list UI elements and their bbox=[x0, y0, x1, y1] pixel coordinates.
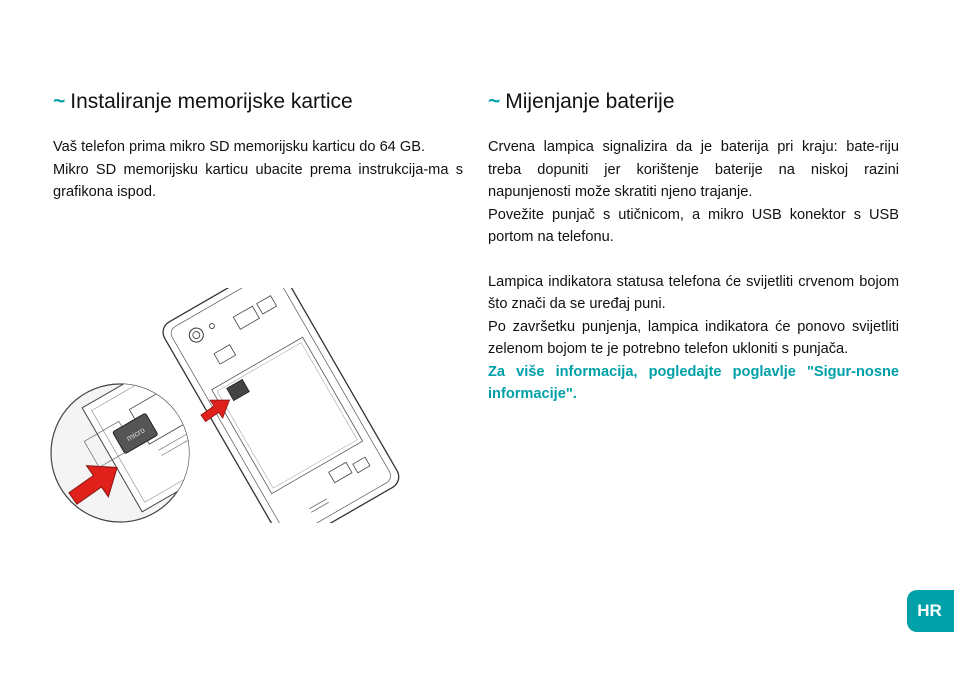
heading-tilde: ~ bbox=[53, 90, 66, 113]
install-memory-card-text bbox=[53, 136, 463, 204]
paragraph: Crvena lampica signalizira da je baterija pri kraju: bate-riju treba dopuniti jer korištenje baterije na niskoj razini napunjenosti može skratiti njeno trajanje. bbox=[488, 139, 899, 200]
heading-tilde: ~ bbox=[488, 90, 501, 113]
replace-battery-text bbox=[488, 136, 899, 406]
replace-battery-heading bbox=[488, 89, 675, 115]
phone-back-drawing bbox=[159, 288, 403, 523]
heading-text: Mijenjanje baterije bbox=[505, 90, 675, 113]
safety-info-note: Za više informacija, pogledajte poglavlje "Sigur-nosne informacije". bbox=[488, 363, 899, 402]
paragraph: Po završetku punjenja, lampica indikatora će ponovo svijetliti zelenom bojom te je potrebno telefon ukloniti s punjača. bbox=[488, 318, 899, 357]
paragraph-gap bbox=[488, 249, 899, 271]
paragraph: Povežite punjač s utičnicom, a mikro USB konektor s USB portom na telefonu. bbox=[488, 206, 899, 245]
install-memory-card-heading bbox=[53, 89, 353, 115]
language-badge: HR bbox=[907, 590, 954, 632]
paragraph: Mikro SD memorijsku karticu ubacite prema instrukcija-ma s grafikona ispod. bbox=[53, 161, 463, 200]
paragraph: Lampica indikatora statusa telefona će svijetliti crvenom bojom što znači da se uređaj puni. bbox=[488, 273, 899, 312]
memory-card-insertion-illustration bbox=[50, 288, 445, 523]
heading-text: Instaliranje memorijske kartice bbox=[70, 90, 353, 113]
card-label: micro bbox=[125, 425, 147, 444]
paragraph: Vaš telefon prima mikro SD memorijsku karticu do 64 GB. bbox=[53, 139, 425, 155]
